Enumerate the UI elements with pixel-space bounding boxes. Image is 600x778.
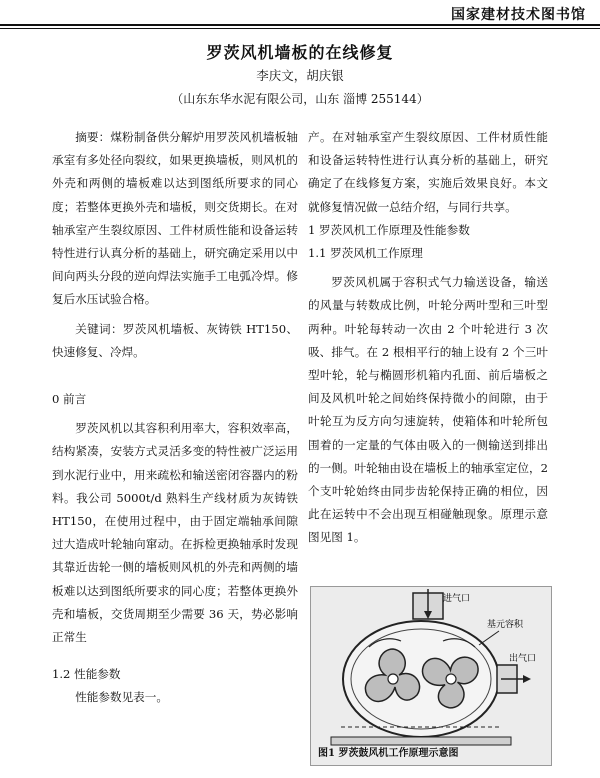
keywords-text: 关键词：罗茨风机墙板、灰铸铁 HT150、快速修复、冷焊。 <box>52 321 298 359</box>
abstract-text: 摘要：煤粉制备供分解炉用罗茨风机墙板轴承室有多处径向裂纹，如果更换墙板，则风机的外壳和两侧的墙板难以达到图纸所要求的同心度；若整体更换外壳和墙板，则交货期长。在对轴承室产生裂纹原因、工件材质性能和设备运转特性进行认真分析的基础上，研究确定采用以中间向两头分段的逆向焊法实施手工电弧冷焊。修复后水压试验合格。 <box>52 130 298 307</box>
header-rule-thick <box>0 24 600 26</box>
volume-label: 基元容积 <box>487 620 524 630</box>
figure-caption: 图1 罗茨鼓风机工作原理示意图 <box>318 748 459 759</box>
roots-blower-diagram <box>310 586 552 766</box>
volume-leader-line <box>479 631 499 645</box>
section-1-1-heading: 1.1 罗茨风机工作原理 <box>308 246 423 261</box>
header-rule-thin <box>0 28 600 29</box>
article-affiliation: （山东东华水泥有限公司，山东 淄博 255144） <box>171 92 429 106</box>
blower-diagram-svg <box>311 587 551 765</box>
continued-text: 产。在对轴承室产生裂纹原因、工件材质性能和设备运转特性进行认真分析的基础上，研究确定了在线修复方案，实施后效果良好。本文就修复情况做一总结介绍，与同行共享。 <box>308 130 548 214</box>
inlet-label: 进气口 <box>443 594 471 604</box>
section-1-2-text: 性能参数见表一。 <box>75 690 168 705</box>
left-column <box>52 126 298 710</box>
right-column <box>308 126 548 550</box>
outlet-arrowhead <box>523 675 531 683</box>
section-0-heading: 0 前言 <box>52 392 87 407</box>
section-1-1-text: 罗茨风机属于容积式气力输送设备，输送的风量与转数成比例，叶轮分两叶型和三叶型两种。叶轮每转动一次由 2 个叶轮进行 3 次吸、排气。在 2 根相平行的轴上设有 2 个三叶型叶轮，轮与椭圆形机箱内孔面、前后墙板之间及风机叶轮之间始终保持微小的间隙，由于叶轮互为反方向匀速旋转，使箱体和叶轮所包围着的一定量的气体由吸入的一侧输送到排出的一侧。叶轮轴由设在墙板上的轴承室定位，2 个支叶轮始终由同步齿轮保持正确的相位，因此在运转中不会出现互相碰触现象。原理示意图见图 1。 <box>308 275 548 545</box>
section-1-heading: 1 罗茨风机工作原理及性能参数 <box>308 222 470 237</box>
article-authors: 李庆文，胡庆银 <box>256 68 344 83</box>
section-1-2-heading: 1.2 性能参数 <box>52 667 121 682</box>
blower-housing <box>343 621 499 737</box>
library-header: 国家建材技术图书馆 <box>451 7 586 23</box>
outlet-label: 出气口 <box>509 654 537 664</box>
article-title: 罗茨风机墙板的在线修复 <box>206 43 394 62</box>
section-0-text: 罗茨风机以其容积利用率大，容积效率高，结构紧凑，安装方式灵活多变的特性被广泛运用到水泥行业中，用来疏松和输送密闭容器内的粉料。我公司 5000t/d 熟料生产线材质为灰铸铁 HT150，在使用过程中，由于固定端轴承间隙过大造成叶轮轴向窜动。在拆检更换轴承时发现其靠近齿轮一侧的墙板则风机的外壳和两侧的墙板难以达到图纸所要求的同心度；若整体更换外壳和墙板，交货周期至少需要 36 天，势必影响正常生 <box>52 421 298 645</box>
